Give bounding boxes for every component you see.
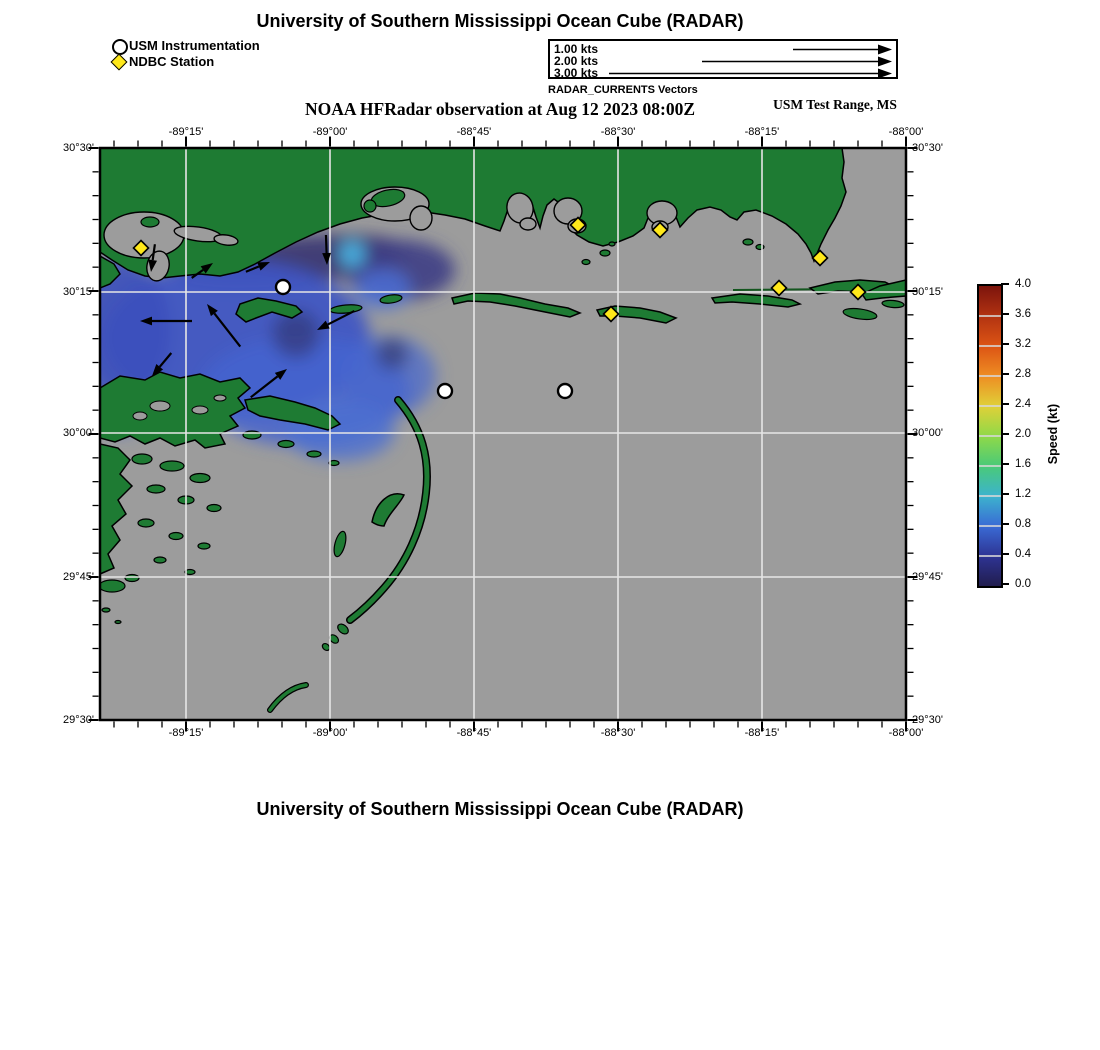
colorbar-gridline <box>979 405 1001 407</box>
colorbar-gridline <box>979 345 1001 347</box>
bay-st-louis-mouth <box>410 206 432 230</box>
lat-tick-label-left: 29°45' <box>63 571 94 583</box>
marsh-patch <box>190 474 210 483</box>
marsh-pond <box>133 412 147 420</box>
vector-scale-2kt-label: 2.00 kts <box>554 54 599 68</box>
lon-tick-label-top: -88°00' <box>888 126 924 138</box>
colorbar-gridline <box>979 315 1001 317</box>
round-islet <box>582 260 590 265</box>
colorbar-tick-label: 0.4 <box>1015 548 1031 560</box>
colorbar-gridline <box>979 465 1001 467</box>
lat-tick-label-right: 29°30' <box>912 714 943 726</box>
lon-tick-label-top: -88°45' <box>456 126 492 138</box>
vector-scale-3kt-label: 3.00 kts <box>554 66 599 80</box>
marsh-pond <box>214 395 226 401</box>
marsh-patch <box>169 533 183 540</box>
vector-scale-head <box>878 45 892 55</box>
legend-ndbc-label: NDBC Station <box>129 54 215 69</box>
footer-title: University of Southern Mississippi Ocean Cube (RADAR) <box>256 799 744 819</box>
vector-scale-arrows <box>550 41 896 80</box>
lon-tick-label-bottom: -88°45' <box>456 727 492 739</box>
colorbar-gridline <box>979 525 1001 527</box>
lat-tick-label-right: 30°00' <box>912 427 943 440</box>
map-subtitle: NOAA HFRadar observation at Aug 12 2023 08:00Z <box>304 99 696 119</box>
colorbar-tick-label: 3.6 <box>1015 308 1031 320</box>
biloxi-bay-mouth <box>520 218 536 230</box>
usm-instrumentation-marker <box>558 384 572 398</box>
lat-tick-label-right: 30°15' <box>912 285 943 298</box>
colorbar-gridline <box>979 555 1001 557</box>
lon-tick-label-top: -88°15' <box>744 126 780 138</box>
colorbar-tick-label: 0.0 <box>1015 578 1031 590</box>
st-louis-islet <box>364 200 376 212</box>
colorbar-tick-label: 0.8 <box>1015 518 1031 530</box>
colorbar-gridline <box>979 435 1001 437</box>
marsh-patch <box>307 451 321 457</box>
lat-tick-label-right: 29°45' <box>912 571 943 583</box>
marsh-patch <box>147 485 165 493</box>
lon-tick-label-bottom: -89°15' <box>168 727 204 739</box>
marsh-patch <box>160 461 184 471</box>
vector-scale-head <box>878 57 892 67</box>
colorbar-tick-label: 3.2 <box>1015 338 1031 350</box>
vector-shaft <box>326 235 327 253</box>
colorbar-gridline <box>979 495 1001 497</box>
legend-usm-label: USM Instrumentation <box>129 38 260 53</box>
marsh-patch <box>154 557 166 563</box>
region-label: USM Test Range, MS <box>773 97 897 112</box>
vector-scale-arrow <box>609 69 892 79</box>
lon-tick-label-top: -88°30' <box>600 126 636 138</box>
map-canvas <box>100 148 906 720</box>
lon-tick-label-bottom: -88°30' <box>600 727 636 739</box>
lat-tick-label-left: 29°30' <box>63 714 94 726</box>
marsh-patch <box>207 505 221 512</box>
lon-tick-label-top: -89°00' <box>312 126 348 138</box>
grand-bay-islet <box>743 239 753 245</box>
bay-islet <box>141 217 159 227</box>
vector-scale-arrow <box>702 57 892 67</box>
vector-scale-head <box>878 69 892 79</box>
marsh-pond <box>150 401 170 411</box>
vector-scale-1kt-label: 1.00 kts <box>554 42 599 56</box>
colorbar-gridline <box>979 375 1001 377</box>
lat-tick-label-right: 30°30' <box>912 142 943 154</box>
usm-instrumentation-marker <box>276 280 290 294</box>
marsh-patch <box>125 575 139 582</box>
page-title: University of Southern Mississippi Ocean Cube (RADAR) <box>256 11 744 31</box>
round-islet <box>609 242 615 246</box>
round-islet <box>600 250 610 256</box>
marsh-patch <box>198 543 210 549</box>
colorbar-tick-label: 4.0 <box>1015 278 1031 290</box>
colorbar-tick-label: 1.6 <box>1015 458 1031 470</box>
marsh-pond <box>192 406 208 414</box>
marsh-patch <box>115 621 121 624</box>
marsh-patch <box>278 441 294 448</box>
marsh-patch <box>99 580 125 592</box>
lat-tick-label-left: 30°00' <box>63 427 94 440</box>
lon-tick-label-bottom: -88°15' <box>744 727 780 739</box>
colorbar-tick-label: 2.4 <box>1015 398 1031 410</box>
lon-tick-label-bottom: -89°00' <box>312 727 348 739</box>
colorbar-tick-label: 2.0 <box>1015 428 1031 440</box>
marsh-patch <box>102 608 110 612</box>
lat-tick-label-left: 30°15' <box>63 285 94 298</box>
marsh-patch <box>138 519 154 527</box>
usm-instrumentation-marker <box>438 384 452 398</box>
vector-scale-arrow <box>793 45 892 55</box>
usm-instrumentation-icon <box>112 39 128 55</box>
colorbar-tick-label: 1.2 <box>1015 488 1031 500</box>
lat-tick-label-left: 30°30' <box>63 142 94 154</box>
lon-tick-label-bottom: -88°00' <box>888 727 924 739</box>
lon-tick-label-top: -89°15' <box>168 126 204 138</box>
colorbar-title: Speed (kt) <box>1046 403 1060 465</box>
vector-scale-caption: RADAR_CURRENTS Vectors <box>548 84 698 96</box>
ndbc-station-icon <box>111 54 128 71</box>
colorbar <box>977 284 1003 588</box>
vector-scale-box <box>548 39 898 79</box>
marsh-patch <box>132 454 152 464</box>
colorbar-tick-label: 2.8 <box>1015 368 1031 380</box>
